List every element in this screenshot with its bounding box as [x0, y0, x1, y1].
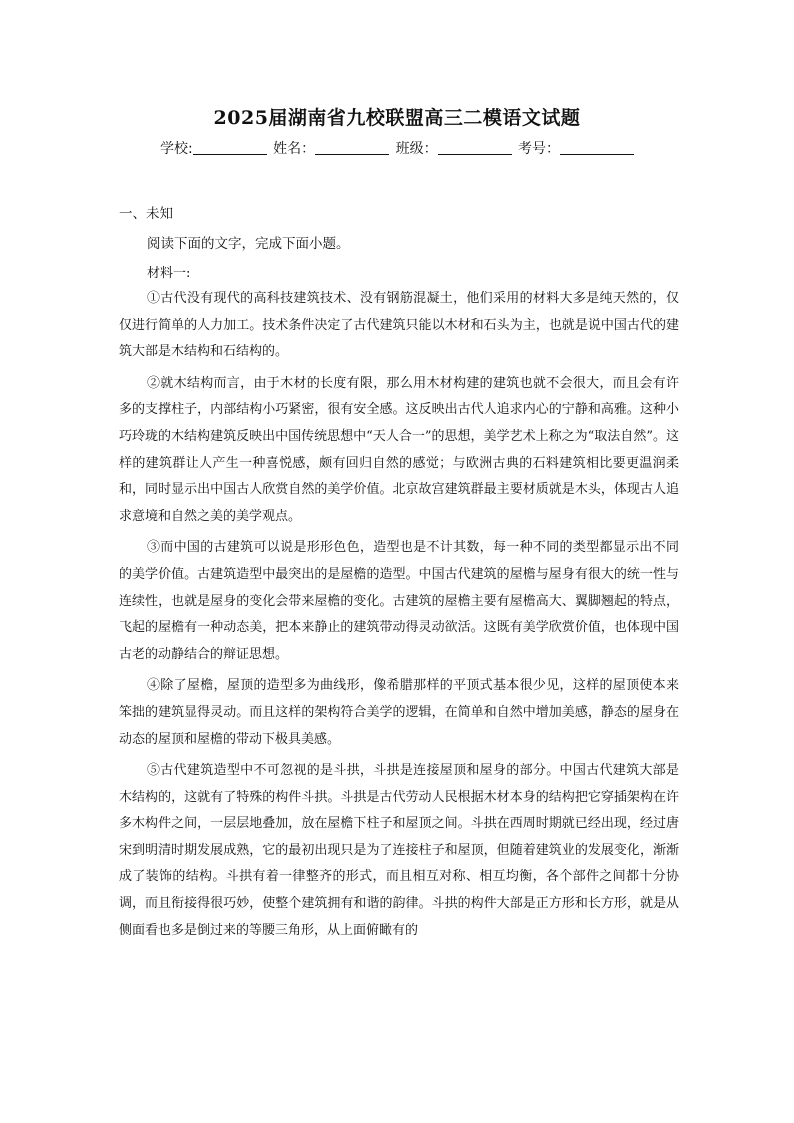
material-label: 材料一: [147, 266, 191, 281]
class-blank[interactable] [438, 142, 512, 155]
reading-instruction: 阅读下面的文字，完成下面小题。 [147, 236, 350, 252]
name-label: 姓名： [273, 141, 316, 157]
school-blank[interactable] [193, 142, 267, 155]
paragraph-1: ①古代没有现代的高科技建筑技术、没有钢筋混凝土，他们采用的材料大多是纯天然的，仅仅进行简单的人力加工。技术条件决定了古代建筑只能以木材和石头为主，也就是说中国古代的建筑大部是木结构和石结构的。 [119, 291, 679, 360]
paragraph-2: ②就木结构而言，由于木材的长度有限，那么用木材构建的建筑也就不会很大，而且会有许多的支撑柱子，内部结构小巧紧密，很有安全感。这反映出古代人追求内心的宁静和高雅。这种小巧玲珑的木结构建筑反映出中国传统思想中“天人合一”的思想，美学艺术上称之为“取法自然”。这样的建筑群让人产生一种喜悦感，颇有回归自然的感觉；与欧洲古典的石料建筑相比要更温润柔和，同时显示出中国古人欣赏自然的美学价值。北京故宫建筑群最主要材质就是木头，体现古人追求意境和自然之美的美学观点。 [119, 375, 679, 524]
class-label: 班级： [395, 141, 438, 157]
class-field [396, 138, 512, 158]
name-field [273, 138, 389, 158]
exam-number-field [518, 138, 634, 158]
paragraph-5: ⑤古代建筑造型中不可忽视的是斗拱，斗拱是连接屋顶和屋身的部分。中国古代建筑大部是木结构的，这就有了特殊的构件斗拱。斗拱是古代劳动人民根据木材本身的结构把它穿插架构在许多木构件之间，一层层地叠加，放在屋檐下柱子和屋顶之间。斗拱在西周时期就已经出现，经过唐宋到明清时期发展成熟，它的最初出现只是为了连接柱子和屋顶，但随着建筑业的发展变化，渐渐成了装饰的结构。斗拱有着一律整齐的形式，而且相互对称、相互均衡，各个部件之间都十分协调，而且衔接得很巧妙，使整个建筑拥有和谐的韵律。斗拱的构件大部是正方形和长方形，就是从侧面看也多是倒过来的等腰三角形，从上面俯瞰有的 [119, 763, 679, 938]
student-info-line [0, 138, 794, 158]
exam-title: 2025届湖南省九校联盟高三二模语文试题 [213, 107, 581, 129]
school-label: 学校: [159, 141, 193, 157]
section-heading: 一、未知 [119, 206, 173, 222]
school-field [160, 138, 267, 158]
paragraph-4: ④除了屋檐，屋顶的造型多为曲线形，像希腊那样的平顶式基本很少见，这样的屋顶使本来笨拙的建筑显得灵动。而且这样的架构符合美学的逻辑，在简单和自然中增加美感，静态的屋身在动态的屋顶和屋檐的带动下极具美感。 [119, 678, 679, 747]
exam-number-blank[interactable] [560, 142, 634, 155]
passage-body [119, 286, 679, 949]
name-blank[interactable] [315, 142, 389, 155]
paragraph-3: ③而中国的古建筑可以说是形形色色，造型也是不计其数，每一种不同的类型都显示出不同的美学价值。古建筑造型中最突出的是屋檐的造型。中国古代建筑的屋檐与屋身有很大的统一性与连续性，也就是屋身的变化会带来屋檐的变化。古建筑的屋檐主要有屋檐高大、翼脚翘起的特点，飞起的屋檐有一种动态美，把本来静止的建筑带动得灵动欲活。这既有美学欣赏价值，也体现中国古老的动静结合的辩证思想。 [119, 540, 679, 662]
exam-number-label: 考号： [518, 141, 561, 157]
